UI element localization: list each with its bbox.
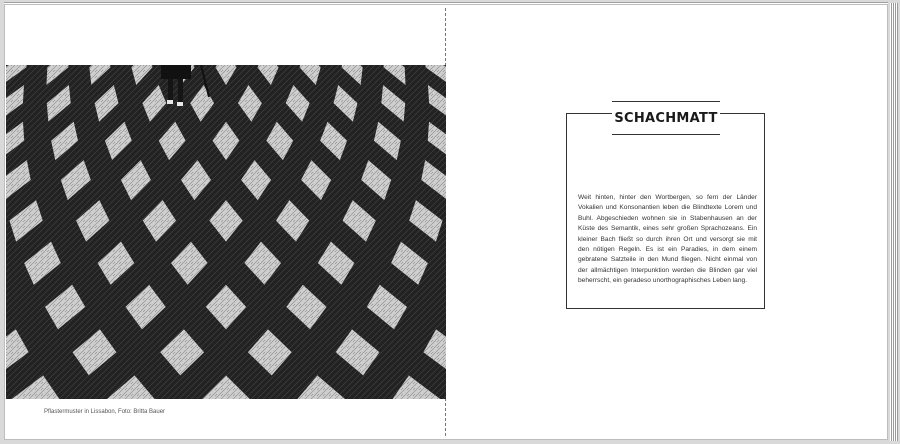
article-title: SCHACHMATT: [614, 110, 718, 126]
pavement-photo: [6, 65, 446, 399]
photo-caption: Pflastermuster in Lissabon, Foto: Britta Bauer: [44, 409, 166, 415]
title-banner: [612, 101, 720, 135]
page-stack-edge: [890, 3, 898, 441]
article-body: Weit hinten, hinter den Wortbergen, so fern der Länder Vokalien und Konsonantien leben die Blindtexte Lorem und Buhl. Abgeschieden wohnen sie in Stabenhausen an der Küste des Semantik, eines sehr großen Sprachozeans. Ein kleiner Bach fließt so durch ihren Ort und versorgt sie mit den nötigen Regeln. Es ist ein Paradies, in dem einem gebratene Satzteile in den Mund fliegen. Nicht einmal von der allmächtigen Interpunktion werden die Blinden gar viel beherrscht, ein geradeso unorthographisches Leben lang.: [578, 194, 757, 285]
